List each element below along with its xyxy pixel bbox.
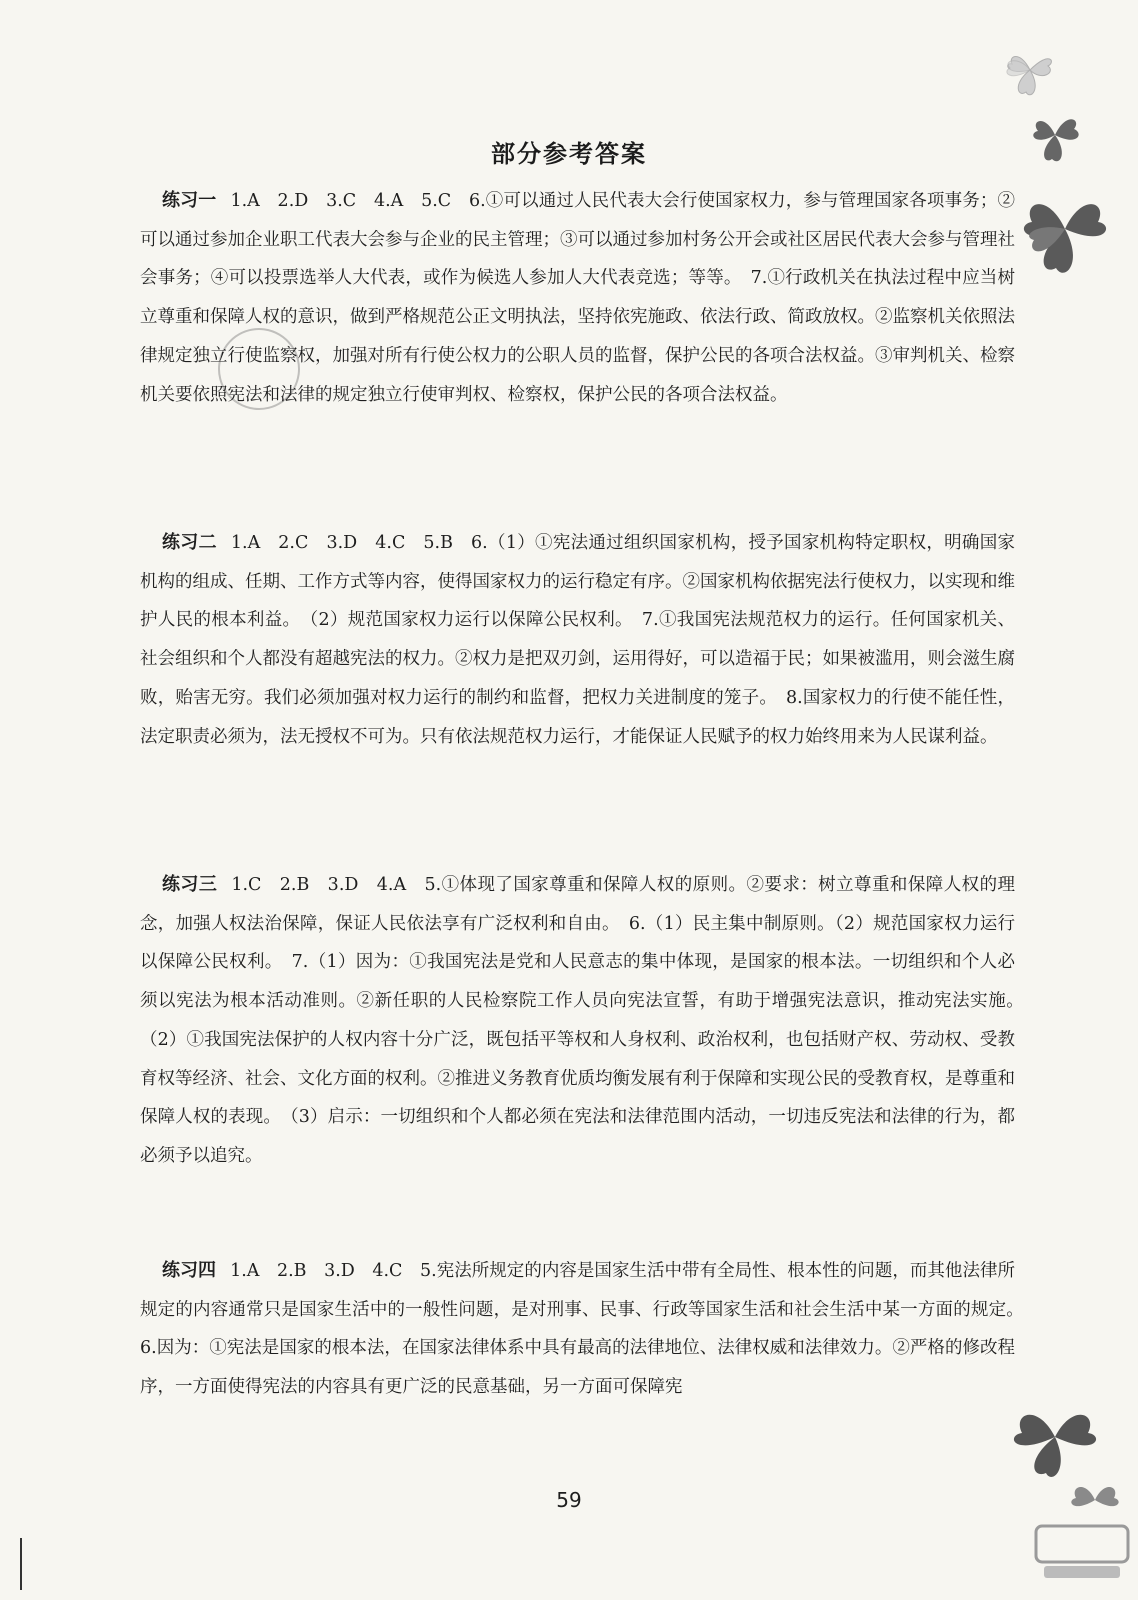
exercise-3 [140, 866, 1033, 1176]
exercise-1-text: 1.A 2.D 3.C 4.A 5.C 6.①可以通过人民代表大会行使国家权力，参与管理国家各项事务；②可以通过参加企业职工代表大会参与企业的民主管理；③可以通过参加村务公开会或社区居民代表大会参与管理社会事务；④可以投票选举人大代表，或作为候选人参加人大代表竞选；等等。 7.①行政机关在执法过程中应当树立尊重和保障人权的意识，做到严格规范公正文明执法，坚持依宪施政、依法行政、简政放权。②监察机关依照法律规定独立行使监察权，加强对所有行使公权力的公职人员的监督，保护公民的各项合法权益。③审判机关、检察机关要依照宪法和法律的规定独立行使审判权、检察权，保护公民的各项合法权益。 [140, 191, 1016, 405]
page-title: 部分参考答案 [491, 140, 647, 168]
exercise-3-label: 练习三 [162, 874, 218, 895]
exercise-3-text: 1.C 2.B 3.D 4.A 5.①体现了国家尊重和保障人权的原则。②要求：树立尊重和保障人权的理念，加强人权法治保障，保证人民依法享有广泛权利和自由。 6.（1）民主集中制原则。（2）规范国家权力运行以保障公民权利。 7.（1）因为：①我国宪法是党和人民意志的集中体现，是国家的根本法。一切组织和个人必须以宪法为根本活动准则。②新任职的人民检察院工作人员向宪法宣誓，有助于增强宪法意识，推动宪法实施。 （2）①我国宪法保护的人权内容十分广泛，既包括平等权和人身权利、政治权利，也包括财产权、劳动权、受教育权等经济、社会、文化方面的权利。②推进义务教育优质均衡发展有利于保障和实现公民的受教育权，是尊重和保障人权的表现。 （3）启示：一切组织和个人都必须在宪法和法律范围内活动，一切违反宪法和法律的行为，都必须予以追究。 [140, 875, 1033, 1166]
exercise-2-text: 1.A 2.C 3.D 4.C 5.B 6.（1）①宪法通过组织国家机构，授予国家机构特定职权，明确国家机构的组成、任期、工作方式等内容，使得国家权力的运行稳定有序。②国家机构依据宪法行使权力，以实现和维护人民的根本利益。 （2）规范国家权力运行以保障公民权利。 7.①我国宪法规范权力的运行。任何国家机关、社会组织和个人都没有超越宪法的权力。②权力是把双刃剑，运用得好，可以造福于民；如果被滥用，则会滋生腐败，贻害无穷。我们必须加强对权力运行的制约和监督，把权力关进制度的笼子。 8.国家权力的行使不能任性，法定职责必须为，法无授权不可为。只有依法规范权力运行，才能保证人民赋予的权力始终用来为人民谋利益。 [140, 533, 1016, 747]
exercise-2 [140, 524, 1015, 756]
watermark-logo-icon [1034, 1522, 1130, 1582]
exercise-2-label: 练习二 [162, 532, 217, 553]
exercise-1 [140, 182, 1015, 414]
exercise-1-label: 练习一 [162, 190, 217, 211]
page-number: 59 [556, 1488, 582, 1512]
margin-line [20, 1538, 22, 1590]
exercise-4-label: 练习四 [162, 1260, 217, 1281]
exercise-4-text: 1.A 2.B 3.D 4.C 5.宪法所规定的内容是国家生活中带有全局性、根本性的问题，而其他法律所规定的内容通常只是国家生活中的一般性问题，是对刑事、民事、行政等国家生活和社会生活中某一方面的规定。 6.因为：①宪法是国家的根本法，在国家法律体系中具有最高的法律地位、法律权威和法律效力。②严格的修改程序，一方面使得宪法的内容具有更广泛的民意基础，另一方面可保障宪 [140, 1261, 1033, 1398]
exercise-4 [140, 1252, 1033, 1407]
clover-decoration-large [1008, 172, 1123, 287]
